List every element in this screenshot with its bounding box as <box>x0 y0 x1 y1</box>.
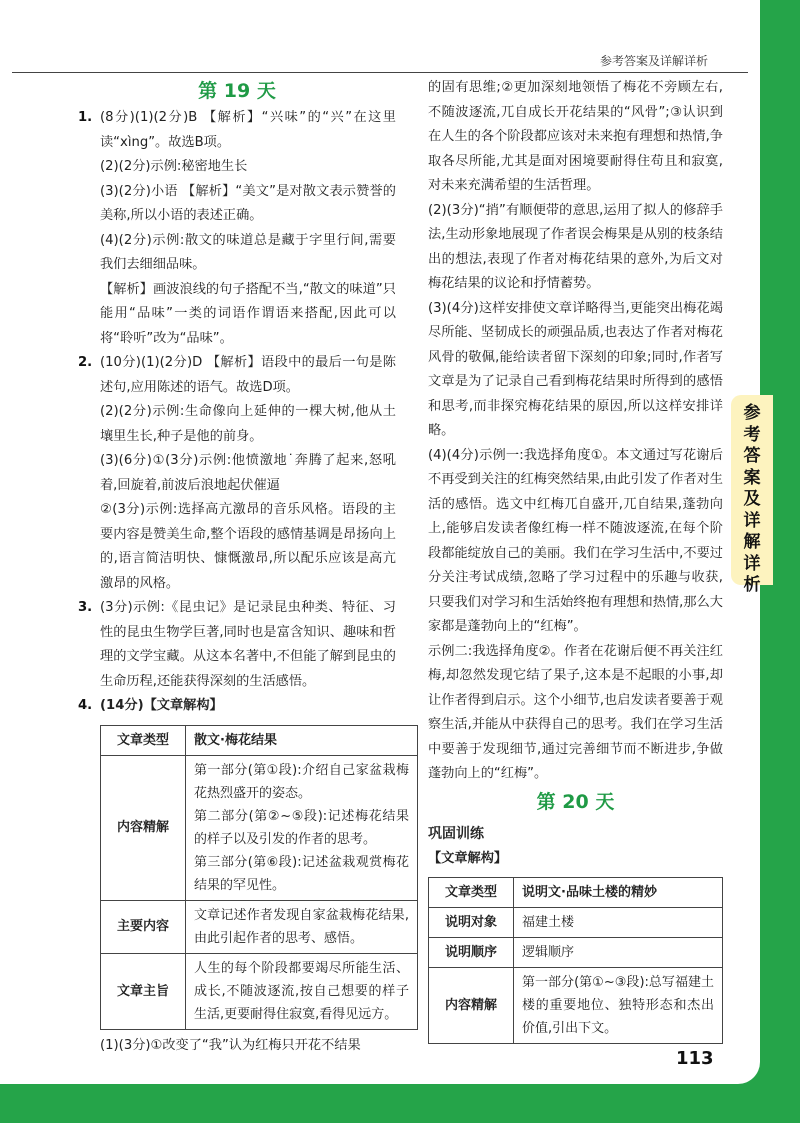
side-tab-label: 参考答案及详解详析 <box>743 403 761 595</box>
table-key: 主要内容 <box>101 900 186 953</box>
q1-answer-3: (3)(2分)小语 【解析】“美文”是对散文表示赞誉的美称,所以小语的表述正确。 <box>100 183 396 223</box>
table-key: 内容精解 <box>101 755 186 900</box>
day19-structure-table <box>100 725 418 1030</box>
question-4 <box>78 694 396 719</box>
side-tab <box>731 395 773 595</box>
table-row <box>429 878 723 908</box>
table-key: 内容精解 <box>429 968 514 1044</box>
table-row <box>101 953 418 1029</box>
question-number: 3. <box>78 600 93 615</box>
question-2 <box>78 351 396 596</box>
table-row <box>101 725 418 755</box>
content-part-3: 第三部分(第⑥段):记述盆栽观赏梅花结果的罕见性。 <box>194 854 409 893</box>
table-key: 文章主旨 <box>101 953 186 1029</box>
section-title: 巩固训练 <box>428 825 484 842</box>
table-row <box>429 938 723 968</box>
day20-title: 第 20 天 <box>536 790 615 813</box>
q2-answer-1: (10分)(1)(2分)D 【解析】语段中的最后一句是陈述句,应用陈述的语气。故选D项。 <box>100 355 396 395</box>
table-key: 文章类型 <box>101 725 186 755</box>
q4-answer-2: (2)(3分)“捎”有顺便带的意思,运用了拟人的修辞手法,生动形象地展现了作者误会梅果是从别的枝条结出的想法,表现了作者对梅花结果的意外,为后文对梅花结果的议论和抒情蓄势。 <box>428 202 723 291</box>
q4-answer-4-example-1: (4)(4分)示例一:我选择角度①。本文通过写花谢后不再受到关注的红梅突然结果,由此引发了作者对生活的感悟。选文中红梅兀自盛开,兀自结果,蓬勃向上,能够启发读者像红梅一样不随波逐流,在每个阶段都能绽放自己的美丽。我们在学习生活中,不要过分关注考试成绩,忽略了学习过程中的乐趣与收获,只要我们对学习和生活始终抱有理想和热情,那么大家都是蓬勃向上的“红梅”。 <box>428 447 723 634</box>
table-key: 文章类型 <box>429 878 514 908</box>
q1-answer-1: (8分)(1)(2分)B 【解析】“兴味”的“兴”在这里读“xìng”。故选B项。 <box>100 110 396 150</box>
structure-heading: 【文章解构】 <box>428 850 508 866</box>
q4-answer-text: (1)(3分)①改变了“我”认为红梅只开花不结果 <box>100 1037 361 1053</box>
question-number: 1. <box>78 110 93 125</box>
table-value: 文章记述作者发现自家盆栽梅花结果,由此引起作者的思考、感悟。 <box>186 900 418 953</box>
question-3 <box>78 596 396 694</box>
question-number: 4. <box>78 698 93 713</box>
q4-answer-1-start <box>78 1034 396 1059</box>
q3-answer: (3分)示例:《昆虫记》是记录昆虫种类、特征、习性的昆虫生物学巨著,同时也是富含知识、趣味和哲理的文学宝藏。从这本名著中,不但能了解到昆虫的生命历程,还能获得深刻的生活感悟。 <box>100 600 396 689</box>
table-row <box>101 900 418 953</box>
q1-answer-2: (2)(2分)示例:秘密地生长 <box>100 159 248 174</box>
q2-answer-3: (3)(6分)①(3分)示例:他愤激地˙奔腾了起来,怒吼着,回旋着,前波后浪地起伏催逼 <box>100 453 396 493</box>
right-column <box>428 76 723 1044</box>
table-row <box>429 968 723 1044</box>
table-value: 逻辑顺序 <box>514 938 723 968</box>
day19-title: 第 19 天 <box>198 80 276 102</box>
day20-structure-table <box>428 877 723 1044</box>
table-value: 福建土楼 <box>514 908 723 938</box>
q1-analysis: 【解析】画波浪线的句子搭配不当,“散文的味道”只能用“品味”一类的词语作谓语来搭配,因此可以将“聆听”改为“品味”。 <box>100 281 396 346</box>
page-number: 113 <box>676 1048 714 1069</box>
content-part-2: 第二部分(第②~⑤段):记述梅花结果的样子以及引发的作者的思考。 <box>194 808 409 847</box>
question-1 <box>78 106 396 351</box>
q4-answer-1-cont: 的固有思维;②更加深刻地领悟了梅花不旁顾左右,不随波逐流,兀自成长开花结果的“风骨”;③认识到在人生的各个阶段都应该对未来抱有理想和热情,争取各尽所能,尤其是面对困境要耐得住苟且和寂寞,对未来充满希望的生活哲理。 <box>428 80 723 193</box>
q1-answer-4: (4)(2分)示例:散文的味道总是藏于字里行间,需要我们去细细品味。 <box>100 232 396 272</box>
table-value: 第一部分(第①~③段):总写福建土楼的重要地位、独特形态和杰出价值,引出下文。 <box>514 968 723 1044</box>
table-value: 说明文·品味土楼的精妙 <box>514 878 723 908</box>
q4-heading: (14分)【文章解构】 <box>100 698 223 713</box>
table-row <box>101 755 418 900</box>
q2-answer-2: (2)(2分)示例:生命像向上延伸的一棵大树,他从土壤里生长,种子是他的前身。 <box>100 404 396 444</box>
table-key: 说明顺序 <box>429 938 514 968</box>
running-header: 参考答案及详解详析 <box>600 54 709 68</box>
header-rule <box>12 72 748 73</box>
left-column <box>78 76 409 1058</box>
question-number: 2. <box>78 355 93 370</box>
table-key: 说明对象 <box>429 908 514 938</box>
q4-answer-4-example-2: 示例二:我选择角度②。作者在花谢后便不再关注红梅,却忽然发现它结了果子,这本是不起眼的小事,却让作者得到启示。这个小细节,也启发读者要善于观察生活,并能从中获得自己的思考。我们在学习生活中要善于发现细节,通过完善细节而不断进步,争做蓬勃向上的“红梅”。 <box>428 643 723 781</box>
table-value: 散文·梅花结果 <box>186 725 418 755</box>
q2-answer-4: ②(3分)示例:选择高亢激昂的音乐风格。语段的主要内容是赞美生命,整个语段的感情基调是昂扬向上的,语言简洁明快、慷慨激昂,所以配乐应该是高亢激昂的风格。 <box>100 502 396 591</box>
table-row <box>429 908 723 938</box>
q4-answer-3: (3)(4分)这样安排使文章详略得当,更能突出梅花竭尽所能、坚韧成长的顽强品质,也表达了作者对梅花风骨的敬佩,能给读者留下深刻的印象;同时,作者写文章是为了记录自己看到梅花结果时所得到的感悟和思考,而非探究梅花结果的原因,所以这样安排详略。 <box>428 300 723 438</box>
content-part-1: 第一部分(第①段):介绍自己家盆栽梅花热烈盛开的姿态。 <box>194 762 409 801</box>
table-value <box>186 755 418 900</box>
table-value: 人生的每个阶段都要竭尽所能生活、成长,不随波逐流,按自己想要的样子生活,更要耐得住寂寞,看得见远方。 <box>186 953 418 1029</box>
